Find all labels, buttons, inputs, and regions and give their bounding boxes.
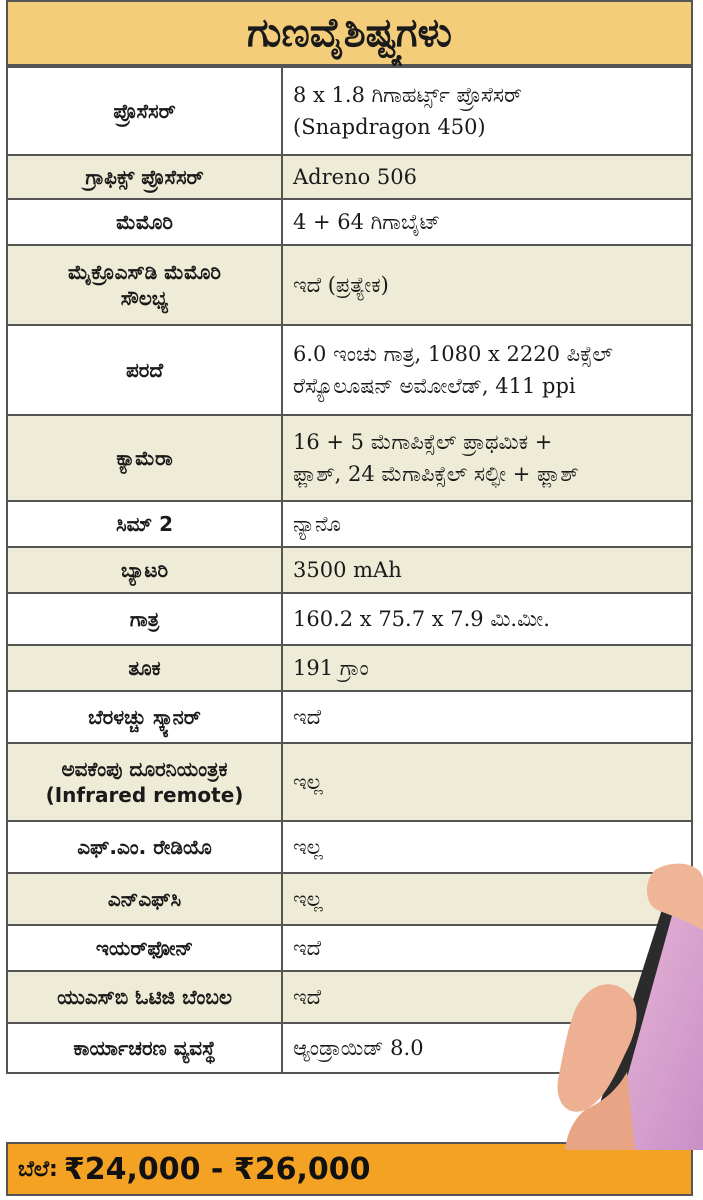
spec-value-line: ಇದೆ — [293, 705, 322, 729]
spec-value — [282, 971, 692, 1023]
spec-value — [282, 501, 692, 547]
spec-label: ಕಾರ್ಯಾಚರಣ ವ್ಯವಸ್ಥೆ — [7, 1023, 282, 1073]
spec-label: ತೂಕ — [7, 645, 282, 691]
spec-row — [7, 245, 692, 325]
spec-value-line: ಇದೆ — [293, 985, 322, 1009]
spec-row — [7, 415, 692, 501]
spec-value-line: 6.0 ಇಂಚು ಗಾತ್ರ, 1080 x 2220 ಪಿಕ್ಸೆಲ್ — [293, 342, 613, 366]
spec-value-line: ನ್ಯಾನೊ — [293, 512, 341, 536]
spec-value-line: ಆ್ಯಂಡ್ರಾಯಿಡ್ 8.0 — [293, 1036, 424, 1060]
spec-row — [7, 925, 692, 971]
spec-value — [282, 325, 692, 415]
spec-label: ಗ್ರಾಫಿಕ್ಸ್ ಪ್ರೊಸೆಸರ್ — [7, 155, 282, 199]
spec-row — [7, 873, 692, 925]
spec-value — [282, 873, 692, 925]
spec-row — [7, 593, 692, 645]
spec-value-line: ಇಲ್ಲ — [293, 835, 323, 859]
spec-row — [7, 691, 692, 743]
spec-row — [7, 743, 692, 821]
spec-value-line: 160.2 x 75.7 x 7.9 ಮಿ.ಮೀ. — [293, 607, 550, 631]
spec-value-line: ರೆಸ್ಯೊಲೂಷನ್ ಅಮೋಲೆಡ್, 411 ppi — [293, 374, 576, 398]
spec-value-line: 191 ಗ್ರಾಂ — [293, 656, 369, 680]
spec-label: ಇಯರ್‌ಫೋನ್ — [7, 925, 282, 971]
spec-row — [7, 547, 692, 593]
spec-table — [6, 66, 693, 1074]
spec-row — [7, 821, 692, 873]
spec-label: ಮೈಕ್ರೊಎಸ್‌ಡಿ ಮೆಮೊರಿ ಸೌಲಭ್ಯ — [7, 245, 282, 325]
spec-value — [282, 199, 692, 245]
price-bar — [6, 1142, 693, 1196]
spec-label: ಮೆಮೊರಿ — [7, 199, 282, 245]
spec-value — [282, 691, 692, 743]
spec-value — [282, 155, 692, 199]
price-value: ₹24,000 - ₹26,000 — [63, 1151, 371, 1187]
spec-value-line: (Snapdragon 450) — [293, 115, 486, 139]
spec-label: ಎಫ್.ಎಂ. ರೇಡಿಯೊ — [7, 821, 282, 873]
spec-label: ಸಿಮ್ 2 — [7, 501, 282, 547]
spec-value-line: Adreno 506 — [293, 165, 418, 189]
spec-row — [7, 155, 692, 199]
spec-row — [7, 971, 692, 1023]
spec-row — [7, 199, 692, 245]
spec-label: ಪ್ರೊಸೆಸರ್ — [7, 67, 282, 155]
spec-label: ಪರದೆ — [7, 325, 282, 415]
spec-value — [282, 67, 692, 155]
spec-row — [7, 645, 692, 691]
spec-value-line: ಇದೆ — [293, 936, 322, 960]
spec-row — [7, 67, 692, 155]
spec-value — [282, 245, 692, 325]
spec-label: ಗಾತ್ರ — [7, 593, 282, 645]
spec-row — [7, 325, 692, 415]
spec-value-line: ಇಲ್ಲ — [293, 887, 323, 911]
spec-label: ಅವಕೆಂಪು ದೂರನಿಯಂತ್ರಕ (Infrared remote) — [7, 743, 282, 821]
spec-value-line: 4 + 64 ಗಿಗಾಬೈಟ್ — [293, 210, 441, 234]
spec-value — [282, 1023, 692, 1073]
spec-label: ಕ್ಯಾಮೆರಾ — [7, 415, 282, 501]
spec-label: ಯುಎಸ್‌ಬಿ ಓಟಿಜಿ ಬೆಂಬಲ — [7, 971, 282, 1023]
spec-value-line: ಇದೆ (ಪ್ರತ್ಯೇಕ) — [293, 273, 389, 297]
spec-value-line: 8 x 1.8 ಗಿಗಾಹರ್ಟ್ಸ್ ಪ್ರೊಸೆಸರ್ — [293, 83, 522, 107]
spec-table-body — [7, 67, 692, 1073]
spec-value — [282, 743, 692, 821]
spec-title: ಗುಣವೈಶಿಷ್ಟ್ಯಗಳು — [6, 0, 693, 66]
spec-row — [7, 501, 692, 547]
spec-value — [282, 415, 692, 501]
spec-value-line: 3500 mAh — [293, 558, 402, 582]
spec-row — [7, 1023, 692, 1073]
spec-value-line: ಫ್ಲಾಶ್, 24 ಮೆಗಾಪಿಕ್ಸೆಲ್ ಸಲ್ಫೀ + ಫ್ಲಾಶ್ — [293, 462, 579, 486]
spec-value — [282, 821, 692, 873]
spec-label: ಬೆರಳಚ್ಚು ಸ್ಕ್ಯಾನರ್ — [7, 691, 282, 743]
price-label: ಬೆಲೆ: — [18, 1156, 58, 1182]
spec-label: ಎನ್‌ಎಫ್‌ಸಿ — [7, 873, 282, 925]
spec-value — [282, 547, 692, 593]
spec-value — [282, 925, 692, 971]
spec-value-line: ಇಲ್ಲ — [293, 770, 323, 794]
spec-label: ಬ್ಯಾಟರಿ — [7, 547, 282, 593]
spec-value-line: 16 + 5 ಮೆಗಾಪಿಕ್ಸೆಲ್ ಪ್ರಾಥಮಿಕ + — [293, 430, 553, 454]
spec-value — [282, 593, 692, 645]
spec-value — [282, 645, 692, 691]
